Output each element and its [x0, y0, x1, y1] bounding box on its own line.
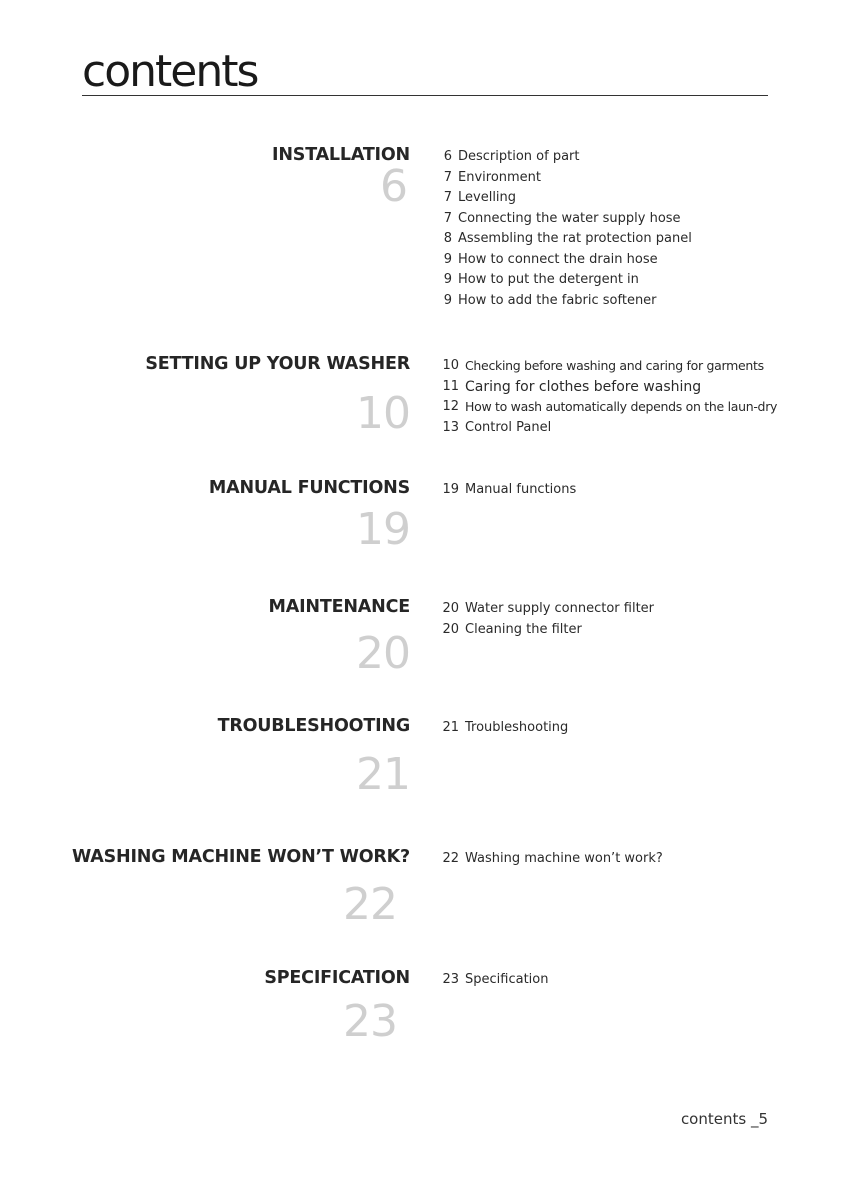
entry-text: Levelling	[458, 190, 517, 205]
entry-text: Manual functions	[465, 482, 577, 497]
section-page-number: 20	[356, 628, 410, 679]
toc-entry[interactable]	[438, 188, 778, 209]
entry-text: Cleaning the filter	[465, 621, 582, 637]
toc-entry[interactable]	[438, 270, 778, 291]
toc-entry[interactable]	[438, 229, 778, 250]
section-heading: MAINTENANCE	[268, 597, 410, 617]
section-page-number: 6	[380, 161, 407, 212]
entry-page: 12	[442, 399, 459, 414]
section-items	[438, 599, 778, 640]
entry-page: 9	[443, 251, 452, 267]
entry-text: How to connect the drain hose	[458, 251, 658, 267]
section-items	[438, 849, 778, 870]
entry-page: 7	[443, 210, 452, 226]
entry-text: Environment	[458, 169, 542, 185]
entry-text: How to put the detergent in	[458, 272, 639, 287]
entry-text: How to wash automatically depends on the laun-dry	[465, 399, 778, 414]
toc-entry[interactable]	[438, 209, 778, 230]
toc-entry[interactable]	[438, 377, 778, 398]
toc-entry[interactable]	[438, 849, 778, 870]
section-items	[438, 147, 778, 311]
entry-page: 7	[443, 169, 452, 185]
toc-entry[interactable]	[438, 147, 778, 168]
toc-entry[interactable]	[438, 599, 778, 620]
entry-page: 22	[442, 851, 459, 866]
entry-page: 20	[442, 601, 459, 616]
section-page-number: 10	[356, 388, 410, 439]
entry-text: Specification	[465, 972, 549, 987]
entry-text: Connecting the water supply hose	[458, 210, 681, 226]
entry-page: 8	[443, 231, 452, 246]
section-heading: TROUBLESHOOTING	[217, 716, 410, 736]
toc-entry[interactable]	[438, 418, 778, 439]
entry-text: Control Panel	[465, 419, 552, 435]
toc-entry[interactable]	[438, 356, 778, 377]
section-heading: SETTING UP YOUR WASHER	[145, 354, 410, 374]
page-title: contents	[82, 46, 258, 97]
toc-entry[interactable]	[438, 970, 778, 991]
entry-page: 9	[443, 292, 452, 308]
entry-page: 19	[442, 482, 459, 497]
section-page-number: 21	[356, 749, 410, 800]
entry-page: 9	[443, 272, 452, 287]
title-rule	[82, 95, 768, 96]
entry-page: 13	[442, 419, 459, 435]
entry-text: Troubleshooting	[465, 720, 569, 735]
section-items	[438, 356, 778, 438]
section-items	[438, 718, 778, 739]
toc-entry[interactable]	[438, 480, 778, 501]
section-page-number: 22	[343, 879, 397, 930]
entry-text: Assembling the rat protection panel	[458, 231, 692, 246]
entry-page: 6	[443, 149, 452, 164]
toc-entry[interactable]	[438, 718, 778, 739]
section-items	[438, 970, 778, 991]
entry-text: Description of part	[458, 149, 580, 164]
section-items	[438, 480, 778, 501]
entry-text: How to add the fabric softener	[458, 292, 657, 308]
section-heading: INSTALLATION	[272, 145, 410, 165]
entry-page: 10	[442, 358, 459, 373]
entry-page: 20	[442, 621, 459, 637]
entry-text: Washing machine won’t work?	[465, 851, 663, 866]
entry-page: 11	[442, 378, 459, 394]
entry-text: Checking before washing and caring for garments	[465, 358, 764, 373]
toc-entry[interactable]	[438, 397, 778, 418]
section-page-number: 19	[356, 504, 410, 555]
toc-entry[interactable]	[438, 291, 778, 312]
page-footer: contents _5	[680, 1110, 768, 1128]
toc-entry[interactable]	[438, 168, 778, 189]
entry-page: 23	[442, 972, 459, 987]
entry-text: Water supply connector filter	[465, 601, 655, 616]
section-heading: MANUAL FUNCTIONS	[208, 478, 410, 498]
toc-entry[interactable]	[438, 250, 778, 271]
section-heading: SPECIFICATION	[264, 968, 410, 988]
toc-entry[interactable]	[438, 620, 778, 641]
entry-page: 7	[443, 190, 452, 205]
entry-text: Caring for clothes before washing	[465, 378, 702, 395]
section-page-number: 23	[343, 996, 397, 1047]
entry-page: 21	[442, 720, 459, 735]
section-heading: WASHING MACHINE WON’T WORK?	[71, 847, 410, 867]
